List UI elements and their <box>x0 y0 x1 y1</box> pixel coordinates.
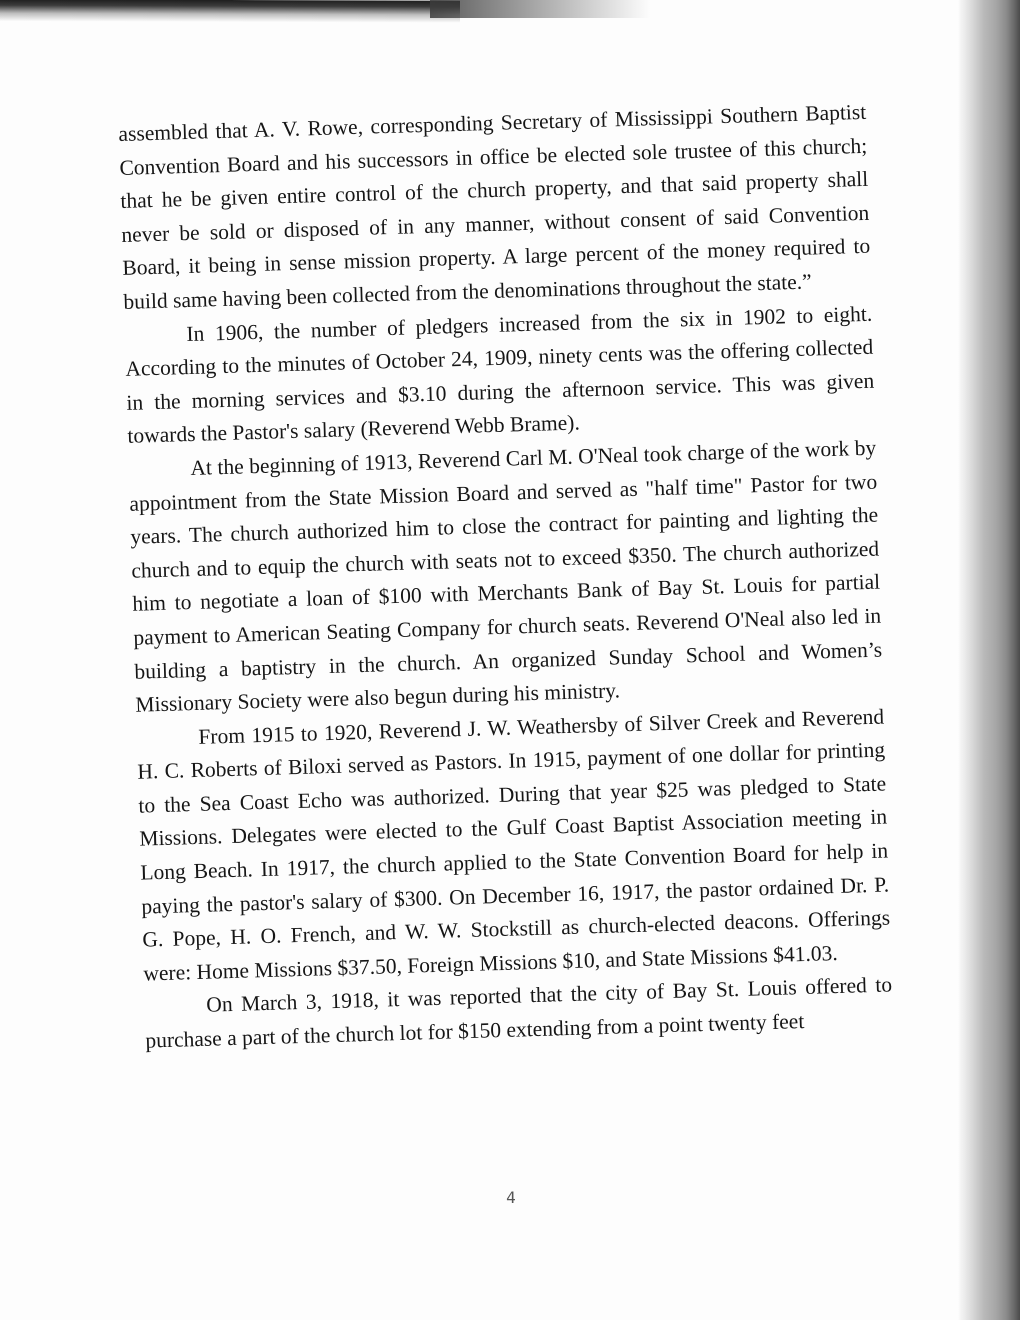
paragraph-oneal-1913: At the beginning of 1913, Reverend Carl M. O'Neal took charge of the work by appointment from the State Mission Board and served as "half time" Pastor for two years. The church authorized him to close the contract for painting and lighting the church and to equip the church with seats not to exceed $350. The church authorized him to negotiate a loan of $100 with Merchants Bank of Bay St. Louis for partial payment to American Seating Company for church seats. Reverend O'Neal also led in building a baptistry in the church. An organized Sunday School and Women’s Missionary Society were also begun during his ministry. <box>129 435 883 717</box>
scan-right-edge-shadow <box>962 0 1020 1320</box>
body-text <box>118 96 894 1058</box>
scan-top-shadow-fade <box>430 0 650 18</box>
paragraph-pastors-1915-1920: From 1915 to 1920, Reverend J. W. Weathersby of Silver Creek and Reverend H. C. Roberts of Biloxi served as Pastors. In 1915, payment of one dollar for printing to the Sea Coast Echo was authorized. During that year $25 was pledged to State Missions. Delegates were elected to the Gulf Coast Baptist Association meeting in Long Beach. In 1917, the church applied to the State Convention Board for help in paying the pastor's salary of $300. On December 16, 1917, the pastor ordained Dr. P. G. Pope, H. O. French, and W. W. Stockstill as church-elected deacons. Offerings were: Home Missions $37.50, Foreign Missions $10, and State Missions $41.03. <box>137 704 891 986</box>
paragraph-continuation: assembled that A. V. Rowe, corresponding Secretary of Mississippi Southern Baptist Convention Board and his successors in office be elected sole trustee of this church; that he be given entire control of the church property, and that said property shall never be sold or disposed of in any manner, without consent of said Convention Board, it being in sense mission property. A large percent of the money required to build same having been collected from the denominations throughout the state.” <box>118 99 871 314</box>
scan-top-shadow <box>0 0 460 23</box>
page-number: 4 <box>506 1188 516 1207</box>
paragraph-pledgers-1906: In 1906, the number of pledgers increased from the six in 1902 to eight. According to the minutes of October 24, 1909, ninety cents was the offering collected in the morning services and $3.10 during the afternoon service. This was given towards the Pastor's salary (Reverend Webb Brame). <box>125 301 875 449</box>
paragraph-march-1918: On March 3, 1918, it was reported that the city of Bay St. Louis offered to purchase a part of the church lot for $150 extending from a point twenty feet <box>145 972 893 1053</box>
